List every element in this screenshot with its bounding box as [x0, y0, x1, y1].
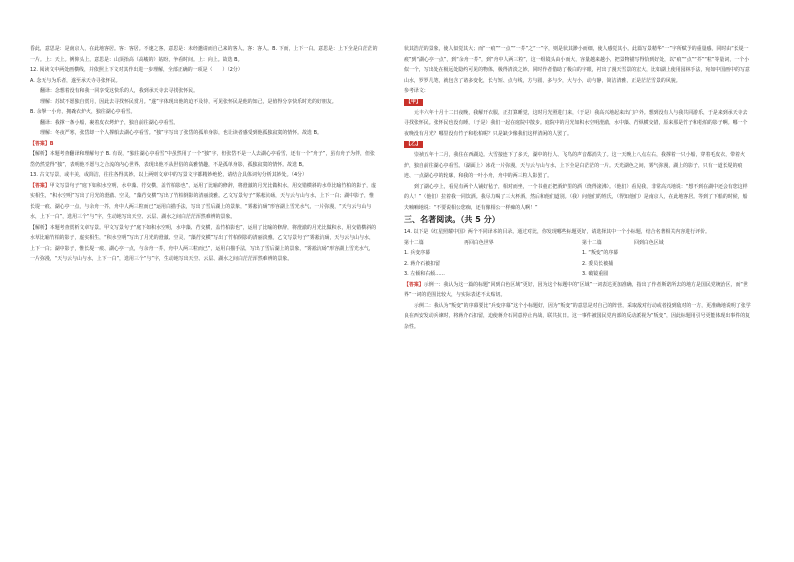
section-tag-yi: 【乙】	[406, 141, 421, 147]
table-cell: 再回白色世界	[464, 239, 494, 246]
option-b: B. 余拏一小舟，拥毳衣炉火，独往湖心亭看雪。	[30, 109, 136, 115]
table-row	[404, 248, 752, 259]
table-cell: 回到白色区域	[634, 239, 664, 246]
table-cell: 1. 兵变序幕	[404, 250, 431, 256]
answer-14-example-1: 示例一：我认为这一篇的标题“回到白色区域”更好，因为这个标题中的“区域”一词表达更加准确，指出了作者斯诺所去的地方是国民党统治区，而“世界”一词的范围比较大，与实际表述不太贴切。	[404, 281, 748, 298]
table-cell: 1. “叛变”的序幕	[582, 250, 619, 256]
left-column	[30, 44, 378, 265]
table-header	[404, 238, 752, 249]
answer-tag: 【答案】B	[30, 140, 54, 147]
table-cell: 2. 蒋介石被扣留	[404, 260, 441, 267]
question-14: 14. 以下是《红星照耀中国》两个不同译本的目录。通过对比，你发现哪些标题更好，请选择其中一个小标题，结合名著相关内容进行评价。	[404, 229, 710, 235]
table-row	[404, 259, 752, 270]
option-b-translation: 翻译：我撑一条小船，裹着皮衣烤炉子，独自前往湖心亭看雪。	[40, 119, 179, 126]
table-row	[404, 269, 752, 280]
option-b-understanding: 理解：冬夜严寒，张岱却一个人撑船去湖心亭看雪。“独”字写出了张岱的孤单身影，也让读者感受到他孤独寂寞的情怀。故选 B。	[40, 130, 322, 136]
section-title: 三、名著阅读。（共 5 分）	[404, 215, 500, 224]
option-a-translation: 翻译：念想着没有和我一同享受这快乐的人，我到承天寺去寻找张怀民。	[40, 88, 199, 94]
answer-14-example-2: 示例二：我认为“叛变”的序幕要比“兵变序幕”这个小标题好，因为“叛变”的意思是对自己的阵营，采取敌对行动或者投到敌对的一方，更准确地说明了张学良在西安发动兵谏时，将蒋介石扣留，迫使蒋介石同意停止内战，联共抗日。这一事件被国民党内部的反动派视为“叛变”，因此标题用引号更能体现出事件的复杂性。	[404, 302, 751, 330]
table-cell: 3. 左倾和右倾……	[404, 271, 445, 277]
table-cell: 第十二篇	[404, 239, 424, 246]
table-cell: 第十二篇	[582, 239, 602, 246]
table-cell: 2. 委员长被捕	[582, 260, 614, 267]
explanation-13: 【解析】本题考查赏析文章写景。甲文写景句子“庭下如积水空明，水中藻、荇交横，盖竹柏影也”，运用了比喻的修辞，将澄澈的月光比做积水，用交错横斜的水草比喻竹柏的影子，虚实相生，“积水空明”写出了月光的澄澈、空灵，“藻荇交横”写出了竹柏倒影的清丽淡雅。乙文写景句子“雾凇沆砀，天与云与山与水，上下一白；湖中影子，惟长堤一痕、湖心亭一点，与余舟一芥，舟中人两三粒而已”，运用白描手法，写出了雪后湖上的景象，“雾凇沆砀”形容湖上雪光水气，一片弥漫，“天与云与山与水，上下一白”，选用三个“与”字，生动地写出天空、云层、湖水之间白茫茫浑然难辨的景象。	[30, 224, 377, 262]
section-tag-jia: 【甲】	[406, 98, 421, 105]
option-a: A. 念无与为乐者，遂至承天寺寻张怀民。	[30, 77, 121, 84]
answer-tag: 【答案】	[404, 281, 424, 288]
translation-yi: 崇祯五年十二月，我住在西湖边。大雪接连下了多天，湖中的行人、飞鸟的声音都消失了。这一天晚上八点左右，我撑着一只小船，穿着毛皮衣，带着火炉，独自前往湖心亭看雪。（湖面上）冰花一片弥漫，天与云与山与水，上下全是白茫茫的一片。天光湖色之间，雾气弥漫，湖上的影子，只有一道长堤的痕迹、一点湖心亭的轮廓，和我的一叶小舟，舟中的两三粒人影罢了。	[404, 152, 746, 179]
explanation-12: 【解析】本题考查翻译和理解句子 B. 有误，“独往湖心亭看雪”中虽然用了一个“独”字，但张岱不是一人去湖心亭看雪，还有一个“舟子”，虽有舟子为伴，但张岱仍然觉得“独”，表明他不愿与之合流的内心世界，表现出他不从世俗的高雅情趣，不是孤单身影，孤独寂寞的情怀。故选 B。	[30, 151, 375, 168]
translation-yi-2: 到了湖心亭上，看见有两个人铺好毡子，相对而坐，一个书童正把酒炉里的酒（烧得滚沸）。（他们）看见我，非常高兴地说：“想不到在湖中还会有您这样的人！”（他们）拉着我一同饮酒。我尽力喝了三大杯酒，然后和他们道别。（我）问他们的姓氏，（得知他们）是南京人，在此地客居。等到了下船的时候，船夫喃喃地说：“不要说相公您痴，还有像相公一样痴的人啊！”	[404, 183, 748, 211]
question-13: 13. 古文写景，或丰美，或简洁，往往各得其妙。以上两则文章中的写景文字都精妙绝伦，请结合具体词句分析其妙处。（4分）	[30, 172, 308, 178]
answer-13: 甲文写景句子“庭下如积水空明，水中藻、荇交横，盖竹柏影也”，运用了比喻的修辞，将澄澈的月光比做积水，用交错横斜的水草比喻竹柏的影子，虚实相生，“积水空明”写出了月光的澄澈、空灵，“藻荇交横”写出了竹柏倒影的清丽淡雅。乙文写景句子“雾凇沆砀，天与云与山与水，上下一白；湖中影子，惟长堤一痕、湖心亭一点，与余舟一芥，舟中人两三粒而已”运用白描手法，写出了雪后湖上的景象，“雾凇沆砀”形容湖上雪光水气，一片弥漫，“天与云与山与水，上下一白”，选用三个“与”字，生动地写出天空、云层、湖水之间白茫茫浑然难辨的景象。	[30, 182, 377, 220]
table-cell: 3. 破镜重圆	[582, 271, 609, 277]
paragraph: 状其浩茫的景象，使人似觉其大；而“一痕”“一点”“一芥”之“一”字，则是状其渺小而细，使人感觉其小。此篇写景精华“一”字所赋予的重量感。同时由“长堤一痕”到“湖心亭一点”，到“余舟一芥”，到“舟中人两三粒”，这一组镜头由小而大，容量越来越小，把景物描写得恰到好处，以“痕”“点”“芥”“粒”等量词，一个小似一个，写出处在极远处隐约可见的物体，极得清淡之妙。同时作者借助了极白的字眼，衬出了漫天雪景的宏大，比如湖上使用园林手法，宛如中国画中的写意山水，罗罗几笔，就包含了诸多变化，长与短、点与线，方与圆，多与少，大与小，动与静，简洁清雅，正是茫茫雪景的风貌。	[404, 46, 750, 84]
option-a-understanding: 理解：苏轼不愿独自赏月，因此去寻找怀民赏月。“遂”字体现出他的迫不及待，可见张怀民是他的知己，是值得分享快乐时光的好朋友。	[40, 98, 337, 105]
reference-translation-title: 参考译文：	[404, 88, 429, 94]
translation-jia: 元丰六年十月十二日夜晚，我解开衣服，正打算睡觉，这时月光照进门来，（于是）我高兴地起来出门户外。想到没有人与我共同游乐，于是来到承天寺去寻找张怀民。张怀民也没有睡，（于是）我们一起在庭院中散步。庭院中的月光如积水空明澄澈，水中藻、荇纵横交错，原来那是竹子和松柏的影子啊。哪一个夜晚没有月光？哪里没有竹子和松柏呢？只是缺少像我们这样清闲的人罢了。	[404, 109, 748, 137]
answer-tag: 【答案】	[30, 182, 50, 189]
right-column	[404, 44, 752, 332]
question-12: 12. 阅读文中两处画横线，并依照上下文对其作出进一步理解，全部正确的一项是（ ）（2分）	[30, 67, 243, 73]
paragraph: 昏此，意思是：是南京人，在此地客居。客：客居。不速之客，意思是：未经邀请而自己来的客人。客：客人。B. 下而，上下一白。意思是：上下全是白茫茫的一片。上：天上。例仰头上，意思是：山顶抬高（高峻的）姑盼，争看时间。上：向上。故选 B。	[30, 46, 378, 63]
